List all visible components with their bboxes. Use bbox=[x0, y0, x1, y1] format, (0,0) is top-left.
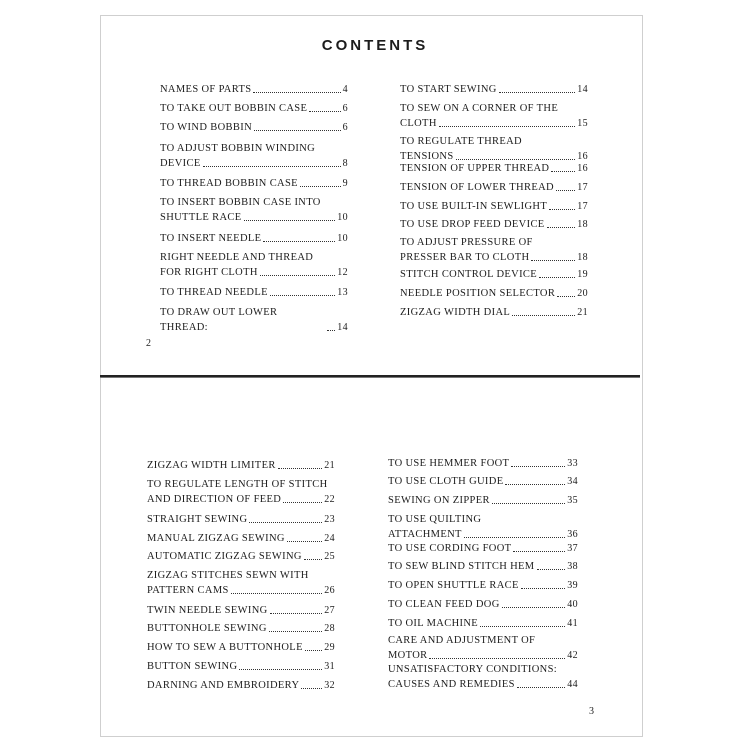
dot-leader bbox=[283, 502, 322, 503]
toc-entry bbox=[400, 267, 588, 282]
toc-entry-title: UNSATISFACTORY CONDITIONS: bbox=[388, 664, 558, 675]
toc-entry-title: ZIGZAG WIDTH LIMITER bbox=[147, 460, 276, 471]
dot-leader bbox=[531, 260, 575, 261]
toc-entry-page: 38 bbox=[567, 561, 578, 572]
toc-entry bbox=[388, 633, 578, 663]
toc-entry bbox=[388, 597, 578, 612]
toc-entry-page: 39 bbox=[567, 580, 578, 591]
toc-entry-page: 21 bbox=[577, 307, 588, 318]
toc-entry-page: 8 bbox=[342, 158, 348, 169]
dot-leader bbox=[505, 484, 565, 485]
dot-leader bbox=[270, 613, 323, 614]
toc-entry-title: BUTTON SEWING bbox=[147, 661, 238, 672]
toc-entry-page: 44 bbox=[567, 679, 578, 690]
toc-entry-page: 10 bbox=[337, 212, 348, 223]
page-number-bottom: 3 bbox=[589, 706, 594, 717]
toc-entry-page: 18 bbox=[577, 252, 588, 263]
dot-leader bbox=[287, 541, 322, 542]
dot-leader bbox=[270, 295, 335, 296]
toc-entry-title: TO ADJUST PRESSURE OF bbox=[400, 237, 533, 248]
toc-entry-title: TO USE HEMMER FOOT bbox=[388, 458, 510, 469]
toc-entry-page: 21 bbox=[324, 460, 335, 471]
toc-entry-page: 29 bbox=[324, 642, 335, 653]
dot-leader bbox=[502, 607, 566, 608]
toc-entry bbox=[400, 305, 588, 320]
toc-entry-title: TO REGULATE THREAD bbox=[400, 136, 522, 147]
toc-entry-page: 37 bbox=[567, 543, 578, 554]
toc-entry bbox=[147, 477, 335, 507]
page-title: CONTENTS bbox=[321, 37, 429, 54]
toc-entry bbox=[160, 305, 348, 335]
toc-entry bbox=[147, 640, 335, 655]
toc-entry-title: TO TAKE OUT BOBBIN CASE bbox=[160, 103, 308, 114]
toc-entry bbox=[400, 286, 588, 301]
toc-entry bbox=[400, 199, 588, 214]
toc-entry-title: ZIGZAG WIDTH DIAL bbox=[400, 307, 511, 318]
toc-entry-title: CARE AND ADJUSTMENT OF bbox=[388, 635, 536, 646]
toc-entry-title: PATTERN CAMS bbox=[147, 585, 229, 596]
toc-entry bbox=[147, 458, 335, 473]
dot-leader bbox=[304, 559, 322, 560]
dot-leader bbox=[327, 330, 335, 331]
toc-entry-page: 24 bbox=[324, 533, 335, 544]
toc-entry-page: 16 bbox=[577, 163, 588, 174]
toc-entry-page: 22 bbox=[324, 494, 335, 505]
dot-leader bbox=[278, 468, 323, 469]
dot-leader bbox=[537, 569, 566, 570]
toc-entry bbox=[388, 512, 578, 542]
toc-entry bbox=[400, 180, 588, 195]
toc-entry-title: TO SEW ON A CORNER OF THE bbox=[400, 103, 559, 114]
toc-entry-title: TO DRAW OUT LOWER THREAD: bbox=[160, 307, 278, 333]
toc-entry-title: BUTTONHOLE SEWING bbox=[147, 623, 267, 634]
dot-leader bbox=[464, 537, 565, 538]
toc-entry bbox=[147, 621, 335, 636]
toc-entry-page: 14 bbox=[577, 84, 588, 95]
toc-entry-title: TO THREAD BOBBIN CASE bbox=[160, 178, 298, 189]
toc-entry-title: TO USE DROP FEED DEVICE bbox=[400, 219, 545, 230]
toc-entry bbox=[388, 493, 578, 508]
toc-entry bbox=[400, 235, 588, 265]
toc-entry bbox=[388, 474, 578, 489]
toc-entry-page: 41 bbox=[567, 618, 578, 629]
toc-entry-page: 6 bbox=[342, 122, 348, 133]
toc-entry-title: PRESSER BAR TO CLOTH bbox=[400, 252, 530, 263]
toc-entry-page: 26 bbox=[324, 585, 335, 596]
toc-entry-page: 28 bbox=[324, 623, 335, 634]
toc-entry-title: AUTOMATIC ZIGZAG SEWING bbox=[147, 551, 302, 562]
dot-leader bbox=[511, 466, 565, 467]
toc-entry-title: STITCH CONTROL DEVICE bbox=[400, 269, 538, 280]
toc-entry bbox=[388, 541, 578, 556]
toc-entry-page: 9 bbox=[342, 178, 348, 189]
toc-entry bbox=[147, 549, 335, 564]
toc-entry-title: TO USE CLOTH GUIDE bbox=[388, 476, 504, 487]
toc-entry-title: DARNING AND EMBROIDERY bbox=[147, 680, 300, 691]
toc-entry-page: 15 bbox=[577, 118, 588, 129]
toc-entry bbox=[147, 568, 335, 598]
toc-entry-page: 17 bbox=[577, 201, 588, 212]
toc-entry-page: 35 bbox=[567, 495, 578, 506]
dot-leader bbox=[301, 688, 322, 689]
dot-leader bbox=[231, 593, 323, 594]
toc-entry bbox=[400, 161, 588, 176]
dot-leader bbox=[309, 111, 340, 112]
page-number-top: 2 bbox=[146, 338, 151, 349]
toc-entry-title: TO OIL MACHINE bbox=[388, 618, 479, 629]
toc-entry bbox=[388, 662, 578, 692]
toc-entry-page: 4 bbox=[342, 84, 348, 95]
toc-entry-title: TO CLEAN FEED DOG bbox=[388, 599, 500, 610]
toc-entry-title: SEWING ON ZIPPER bbox=[388, 495, 490, 506]
toc-entry bbox=[147, 659, 335, 674]
toc-entry-title: TO ADJUST BOBBIN WINDING bbox=[160, 143, 316, 154]
dot-leader bbox=[556, 190, 575, 191]
toc-entry-title: TO USE QUILTING bbox=[388, 514, 482, 525]
toc-entry bbox=[147, 603, 335, 618]
toc-entry bbox=[160, 176, 348, 191]
toc-entry-title: TO INSERT NEEDLE bbox=[160, 233, 262, 244]
toc-entry-page: 42 bbox=[567, 650, 578, 661]
toc-entry bbox=[160, 195, 348, 225]
dot-leader bbox=[499, 92, 576, 93]
toc-entry-title: MANUAL ZIGZAG SEWING bbox=[147, 533, 285, 544]
toc-entry-title: SHUTTLE RACE bbox=[160, 212, 242, 223]
toc-entry-title: TO USE CORDING FOOT bbox=[388, 543, 512, 554]
toc-entry bbox=[147, 678, 335, 693]
toc-entry bbox=[388, 578, 578, 593]
toc-entry bbox=[388, 616, 578, 631]
toc-entry-title: DEVICE bbox=[160, 158, 201, 169]
toc-entry-page: 31 bbox=[324, 661, 335, 672]
toc-entry bbox=[147, 512, 335, 527]
toc-entry-page: 20 bbox=[577, 288, 588, 299]
dot-leader bbox=[512, 315, 575, 316]
toc-entry-title: ATTACHMENT bbox=[388, 529, 462, 540]
toc-entry bbox=[400, 217, 588, 232]
toc-entry-title: TO START SEWING bbox=[400, 84, 497, 95]
toc-entry-title: NAMES OF PARTS bbox=[160, 84, 252, 95]
toc-entry-title: TO USE BUILT-IN SEWLIGHT bbox=[400, 201, 548, 212]
dot-leader bbox=[480, 626, 565, 627]
toc-entry-title: RIGHT NEEDLE AND THREAD bbox=[160, 252, 314, 263]
toc-entry-page: 36 bbox=[567, 529, 578, 540]
toc-entry bbox=[400, 134, 588, 164]
toc-entry-title: TENSION OF UPPER THREAD bbox=[400, 163, 550, 174]
toc-entry-title: TO REGULATE LENGTH OF STITCH bbox=[147, 479, 328, 490]
toc-entry-page: 18 bbox=[577, 219, 588, 230]
page-divider bbox=[100, 375, 640, 379]
dot-leader bbox=[263, 241, 335, 242]
dot-leader bbox=[260, 275, 335, 276]
toc-entry-title: TENSIONS bbox=[400, 151, 454, 162]
toc-entry-page: 40 bbox=[567, 599, 578, 610]
toc-entry bbox=[160, 231, 348, 246]
toc-entry bbox=[160, 120, 348, 135]
toc-entry-page: 17 bbox=[577, 182, 588, 193]
toc-entry-page: 34 bbox=[567, 476, 578, 487]
dot-leader bbox=[549, 209, 575, 210]
toc-entry-title: TWIN NEEDLE SEWING bbox=[147, 605, 268, 616]
dot-leader bbox=[239, 669, 322, 670]
toc-entry bbox=[147, 531, 335, 546]
toc-entry-page: 10 bbox=[337, 233, 348, 244]
toc-entry-page: 25 bbox=[324, 551, 335, 562]
toc-entry-title: MOTOR bbox=[388, 650, 428, 661]
toc-entry-page: 27 bbox=[324, 605, 335, 616]
toc-entry bbox=[160, 250, 348, 280]
toc-entry-page: 32 bbox=[324, 680, 335, 691]
toc-entry bbox=[400, 82, 588, 97]
toc-entry-page: 6 bbox=[342, 103, 348, 114]
toc-entry bbox=[160, 141, 348, 171]
toc-entry bbox=[388, 559, 578, 574]
toc-entry-title: TO WIND BOBBIN bbox=[160, 122, 253, 133]
dot-leader bbox=[249, 522, 322, 523]
toc-entry-page: 13 bbox=[337, 287, 348, 298]
dot-leader bbox=[551, 171, 575, 172]
toc-entry-page: 16 bbox=[577, 151, 588, 162]
dot-leader bbox=[439, 126, 576, 127]
dot-leader bbox=[492, 503, 565, 504]
dot-leader bbox=[547, 227, 576, 228]
dot-leader bbox=[517, 687, 565, 688]
toc-entry-title: AND DIRECTION OF FEED bbox=[147, 494, 282, 505]
toc-entry-title: HOW TO SEW A BUTTONHOLE bbox=[147, 642, 303, 653]
dot-leader bbox=[203, 166, 341, 167]
dot-leader bbox=[557, 296, 575, 297]
toc-entry-title: CAUSES AND REMEDIES bbox=[388, 679, 515, 690]
toc-entry-page: 12 bbox=[337, 267, 348, 278]
dot-leader bbox=[429, 658, 565, 659]
toc-entry bbox=[400, 101, 588, 131]
dot-leader bbox=[539, 277, 575, 278]
toc-entry-title: TENSION OF LOWER THREAD bbox=[400, 182, 554, 193]
dot-leader bbox=[269, 631, 323, 632]
toc-entry-title: FOR RIGHT CLOTH bbox=[160, 267, 258, 278]
toc-entry-title: NEEDLE POSITION SELECTOR bbox=[400, 288, 556, 299]
toc-entry-title: ZIGZAG STITCHES SEWN WITH bbox=[147, 570, 309, 581]
toc-entry-title: TO THREAD NEEDLE bbox=[160, 287, 268, 298]
toc-entry-page: 19 bbox=[577, 269, 588, 280]
dot-leader bbox=[456, 159, 576, 160]
toc-entry-title: CLOTH bbox=[400, 118, 437, 129]
toc-entry-title: STRAIGHT SEWING bbox=[147, 514, 248, 525]
toc-entry bbox=[388, 456, 578, 471]
toc-entry-page: 33 bbox=[567, 458, 578, 469]
toc-entry-page: 14 bbox=[337, 322, 348, 333]
toc-entry bbox=[160, 285, 348, 300]
toc-entry bbox=[160, 82, 348, 97]
toc-entry-page: 23 bbox=[324, 514, 335, 525]
dot-leader bbox=[513, 551, 565, 552]
dot-leader bbox=[300, 186, 341, 187]
dot-leader bbox=[521, 588, 566, 589]
toc-entry bbox=[160, 101, 348, 116]
dot-leader bbox=[254, 130, 341, 131]
dot-leader bbox=[244, 220, 336, 221]
dot-leader bbox=[253, 92, 340, 93]
dot-leader bbox=[305, 650, 322, 651]
toc-entry-title: TO INSERT BOBBIN CASE INTO bbox=[160, 197, 321, 208]
toc-entry-title: TO SEW BLIND STITCH HEM bbox=[388, 561, 535, 572]
toc-entry-title: TO OPEN SHUTTLE RACE bbox=[388, 580, 519, 591]
